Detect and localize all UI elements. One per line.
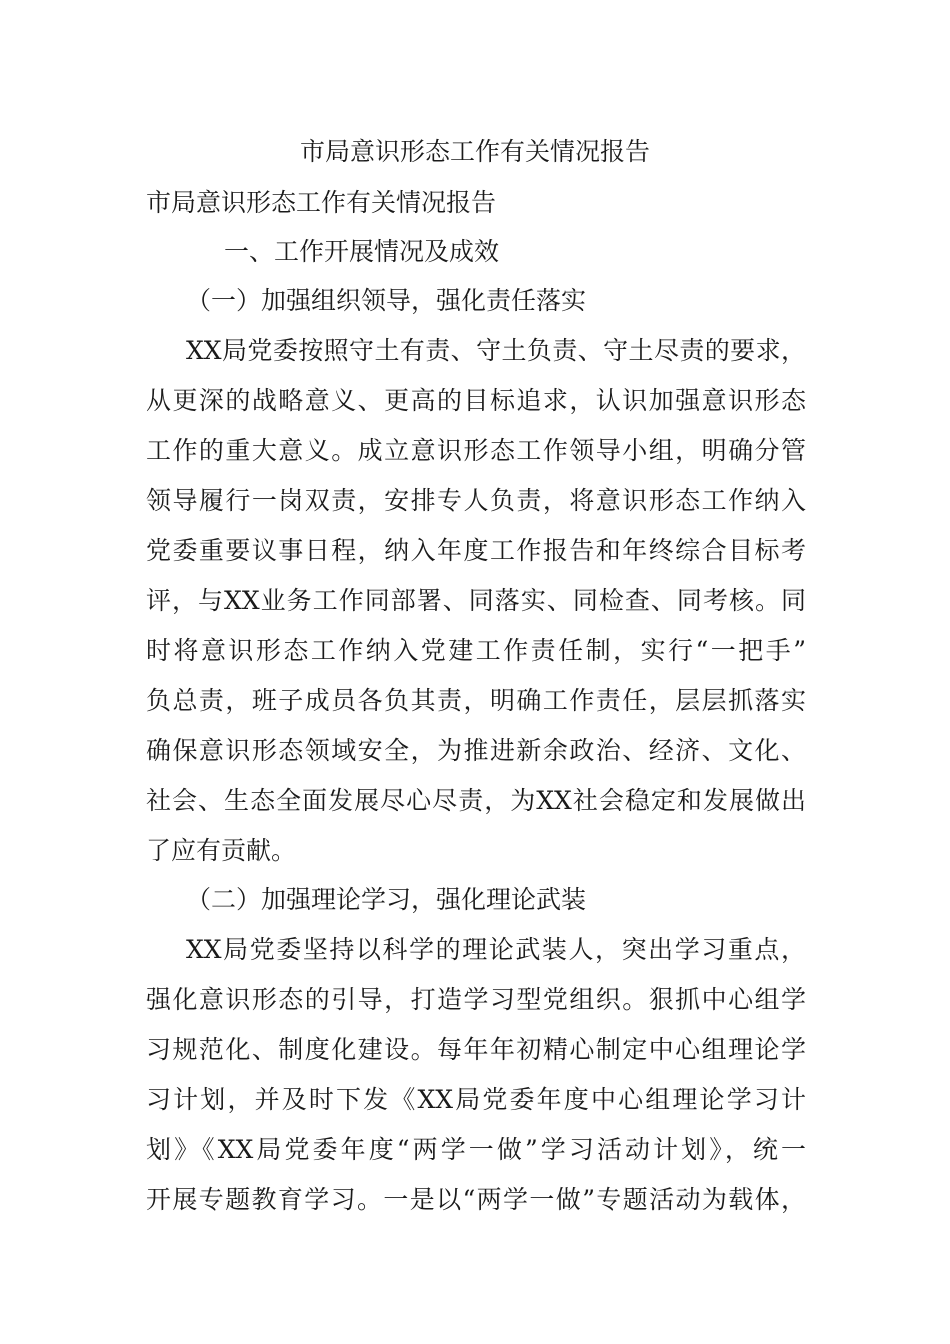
paragraph-line: 习规范化、制度化建设。每年年初精心制定中心组理论学 bbox=[146, 1035, 806, 1064]
document-subtitle: 市局意识形态工作有关情况报告 bbox=[146, 188, 497, 217]
subsection-heading-2: （二）加强理论学习，强化理论武装 bbox=[186, 885, 587, 914]
paragraph-line: 了应有贡献。 bbox=[146, 836, 297, 865]
paragraph-line: 时将意识形态工作纳入党建工作责任制，实行“一把手” bbox=[146, 636, 806, 665]
paragraph-line: 党委重要议事日程，纳入年度工作报告和年终综合目标考 bbox=[146, 536, 806, 565]
section-heading-1: 一、工作开展情况及成效 bbox=[224, 237, 500, 266]
paragraph-line: XX局党委按照守土有责、守土负责、守土尽责的要求， bbox=[186, 336, 806, 365]
paragraph-line: 确保意识形态领域安全，为推进新余政治、经济、文化、 bbox=[146, 736, 806, 765]
subsection-heading-1: （一）加强组织领导，强化责任落实 bbox=[186, 286, 587, 315]
paragraph-line: 领导履行一岗双责，安排专人负责，将意识形态工作纳入 bbox=[146, 486, 806, 515]
paragraph-line: 开展专题教育学习。一是以“两学一做”专题活动为载体， bbox=[146, 1185, 806, 1214]
paragraph-line: 工作的重大意义。成立意识形态工作领导小组，明确分管 bbox=[146, 436, 806, 465]
paragraph-line: 负总责，班子成员各负其责，明确工作责任，层层抓落实 bbox=[146, 686, 806, 715]
paragraph-line: 习计划，并及时下发《XX局党委年度中心组理论学习计 bbox=[146, 1085, 806, 1114]
document-title: 市局意识形态工作有关情况报告 bbox=[299, 137, 650, 166]
paragraph-line: 划》《XX局党委年度“两学一做”学习活动计划》，统一 bbox=[146, 1135, 806, 1164]
paragraph-line: 强化意识形态的引导，打造学习型党组织。狠抓中心组学 bbox=[146, 985, 806, 1014]
paragraph-line: XX局党委坚持以科学的理论武装人，突出学习重点， bbox=[186, 935, 806, 964]
paragraph-line: 社会、生态全面发展尽心尽责，为XX社会稳定和发展做出 bbox=[146, 786, 806, 815]
paragraph-line: 评，与XX业务工作同部署、同落实、同检查、同考核。同 bbox=[146, 586, 806, 615]
paragraph-line: 从更深的战略意义、更高的目标追求，认识加强意识形态 bbox=[146, 386, 806, 415]
